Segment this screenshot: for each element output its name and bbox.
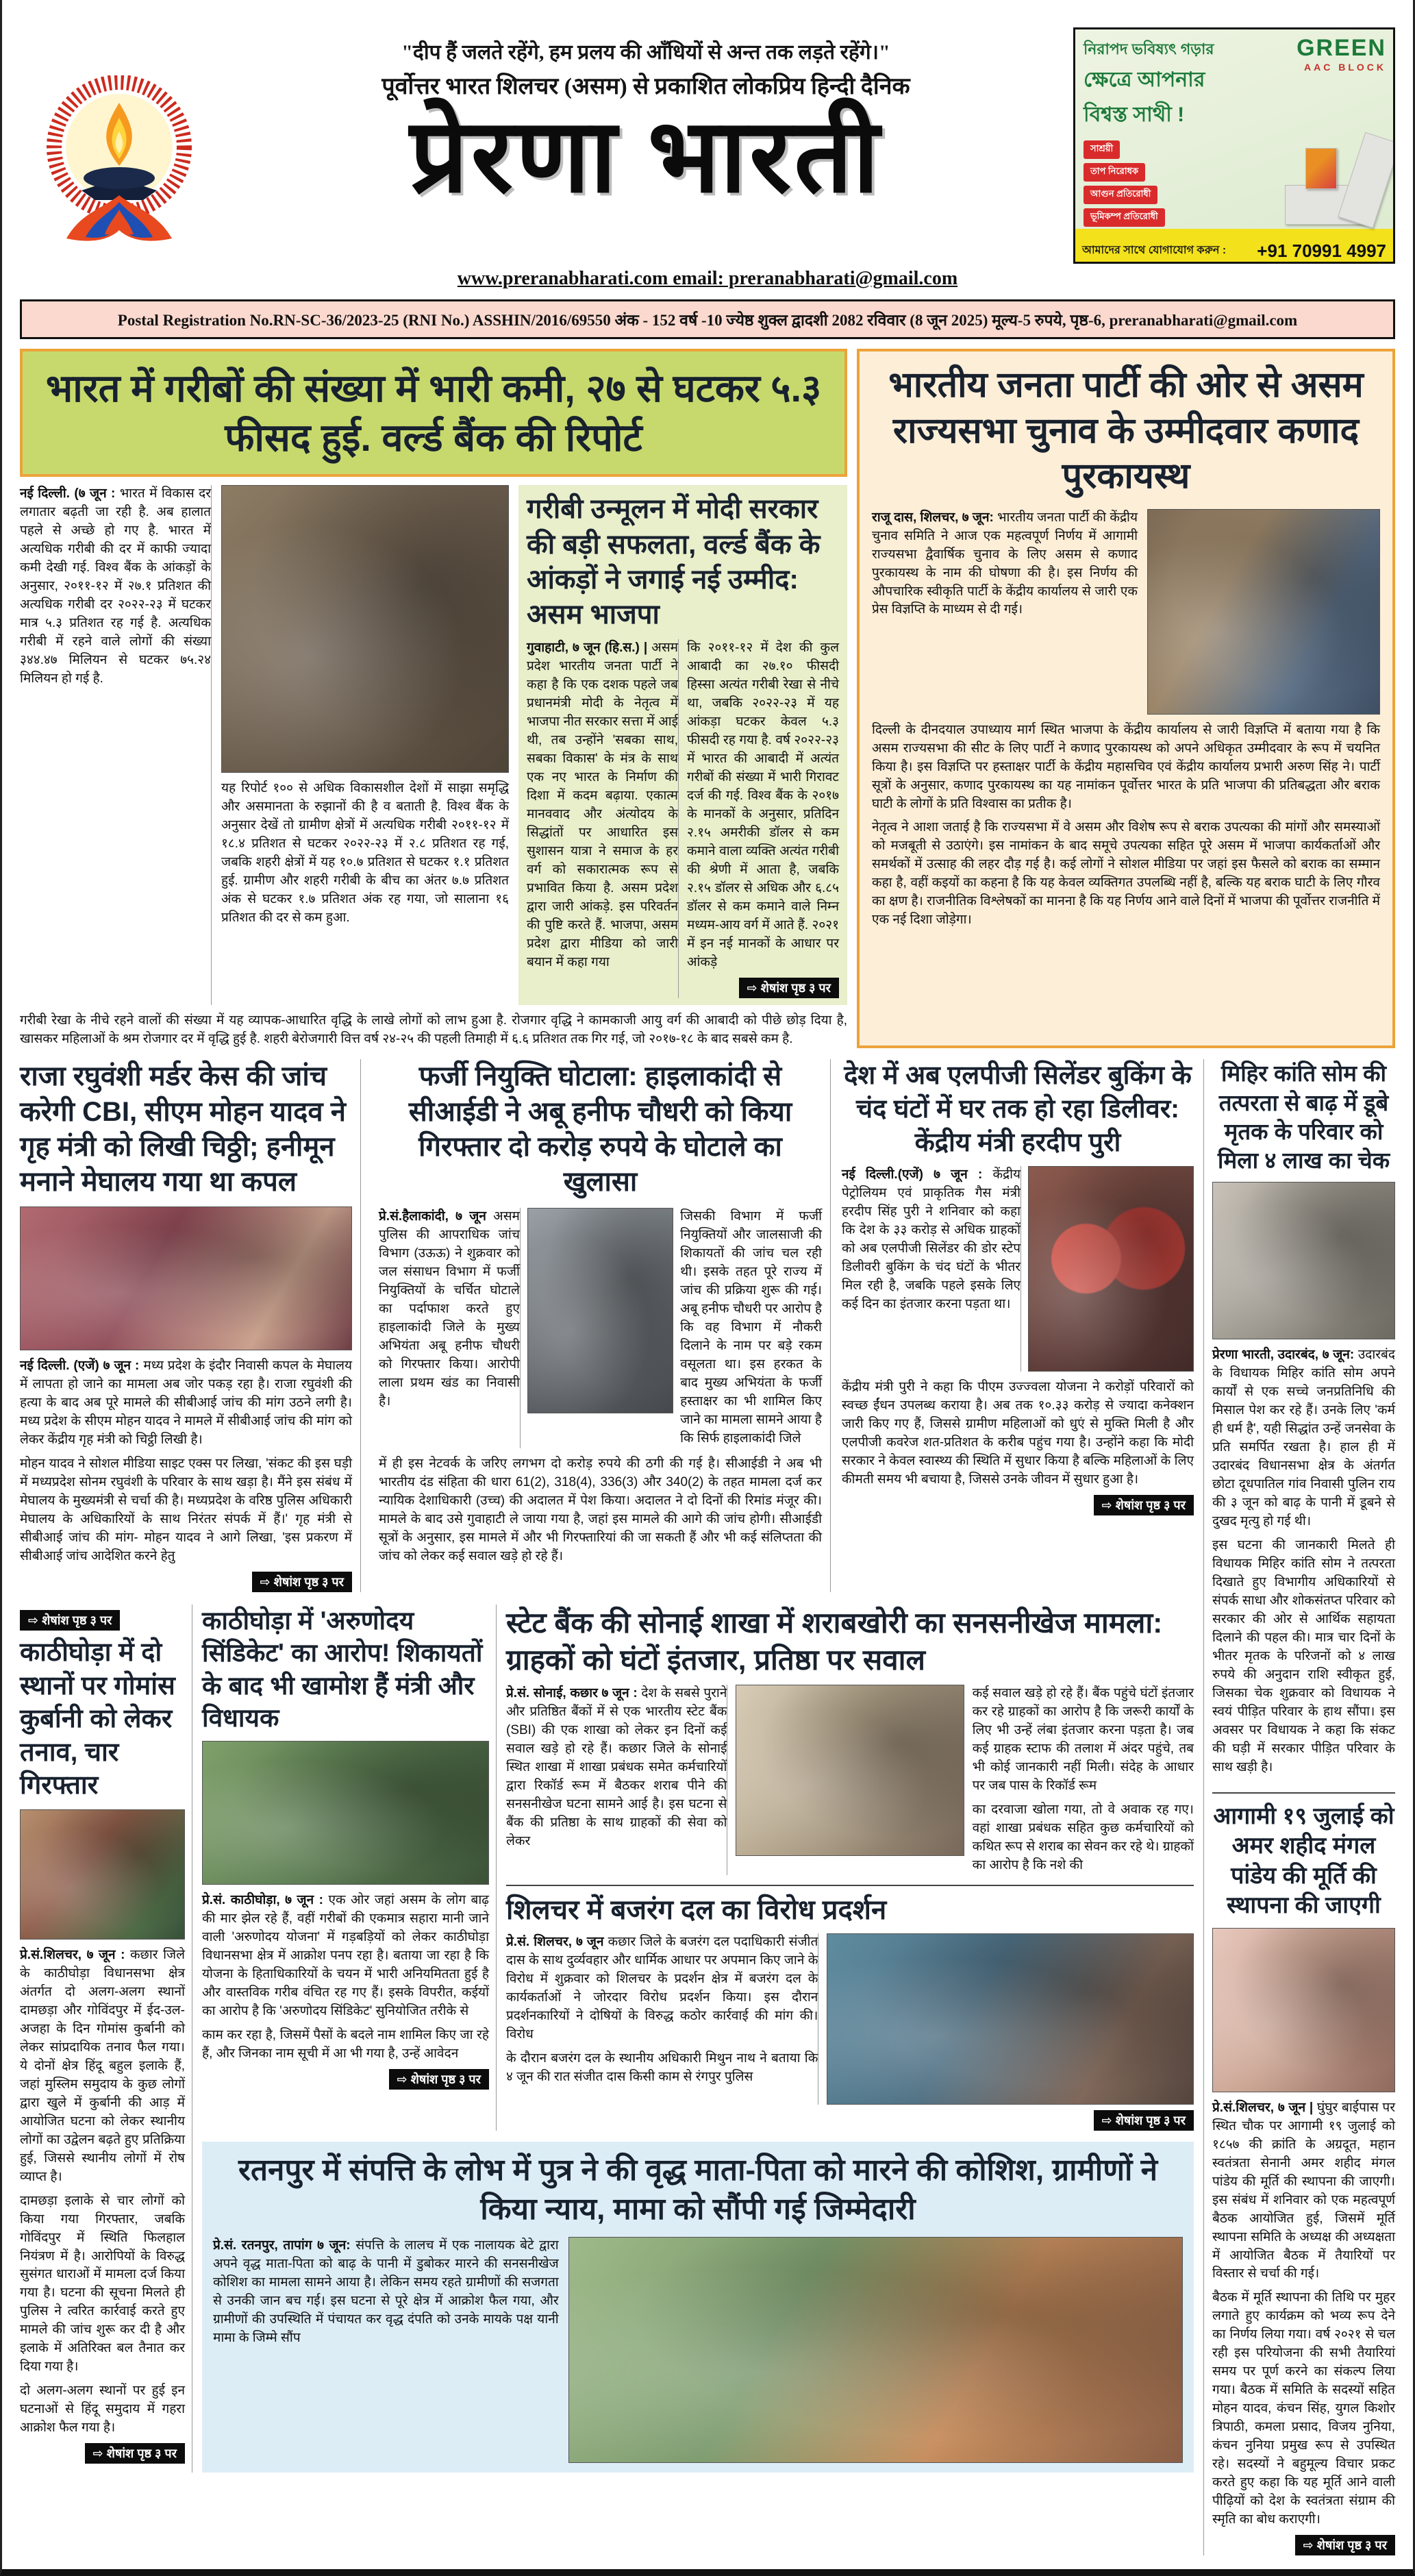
article-text: गरीबी रेखा के नीचे रहने वालों की संख्या में यह व्यापक-आधारित वृद्धि के लाखे लोगों को लाभ हुआ है. रोजगार वृद्धि ने कामकाजी आयु वर्ग की आबादी को पीछे छोड़ दिया है, खासकर महिलाओं के श्रम रोजगार दर में वृद्धि हुई है. शहरी बेरोजगारी वित्त वर्ष २४-२५ की पहली तिमाही में ६.६ प्रतिशत तक गिर गई, जो २०१७-१८ के बाद सबसे कम है.	[20, 1013, 847, 1046]
ad-headline-line3: বিশ্বস্ত সাথী !	[1084, 103, 1185, 126]
sbi-columns	[506, 1685, 1194, 1875]
ad-phone-number: +91 70991 4997	[1257, 240, 1386, 261]
village-panchayat-photo	[568, 2237, 1183, 2463]
article-text: दिल्ली के दीनदयाल उपाध्याय मार्ग स्थित भाजपा के केंद्रीय कार्यालय से जारी विज्ञप्ति में बताया गया है कि असम राज्यसभा की सीट के लिए पार्टी ने कणाद पुरकायस्थ को अपने अधिकृत उम्मीदवार के रूप में चयनित किया है। इस विज्ञप्ति पर हस्ताक्षर पार्टी के केंद्रीय महासचिव एवं केंद्रीय कार्यालय प्रभारी अरुण सिंह ने। पार्टी सूत्रों के अनुसार, कणाद पुरकायस्थ का यह नामांकन पूर्वोत्तर भारत के प्रति भाजपा की प्रतिबद्धता और बराक घाटी के लोगों के प्रति विश्वास का प्रतीक है।	[872, 722, 1380, 811]
bajrang-columns	[506, 1933, 1194, 2105]
article-bajrang-dal-protest	[506, 1885, 1194, 2131]
ad-headline-line1: নিরাপদ ভবিষ্যৎ গড়ার	[1084, 40, 1214, 58]
article-text: भारतीय जनता पार्टी की केंद्रीय चुनाव समिति ने आज एक महत्वपूर्ण निर्णय में आगामी राज्यसभा द्वैवार्षिक चुनाव के लिए असम से कणाद पुरकायस्थ के नाम की घोषणा की है। इस निर्णय की औपचारिक स्वीकृति पार्टी के केंद्रीय कार्यालय से जारी एक प्रेस विज्ञप्ति के माध्यम से दी गई।	[872, 510, 1138, 617]
article-poverty-report	[20, 349, 847, 1048]
article-headline: शिलचर में बजरंग दल का विरोध प्रदर्शन	[506, 1895, 887, 1926]
article-beef-sacrifice-tension	[20, 1605, 192, 2473]
continued-on-page-marker: ⇨ शेषांश पृष्ठ ३ पर	[20, 1610, 120, 1631]
dateline: प्रे.सं. रतनपुर, तापांग ७ जून:	[213, 2238, 351, 2253]
ad-headline-line2: ক্ষেত্রে আপনার	[1084, 69, 1205, 91]
article-text: दो अलग-अलग स्थानों पर हुई इन घटनाओं से हिंदू समुदाय में गहरा आक्रोश फैल गया है।	[20, 2383, 185, 2436]
article-ratanpur-elderly-couple	[202, 2142, 1194, 2473]
masthead-tagline: "दीप हैं जलते रहेंगे, हम प्रलय की आँधियों से अन्त तक लड़ते रहेंगे।"	[401, 41, 890, 64]
text-column	[213, 2237, 559, 2463]
article-headline: रतनपुर में संपत्ति के लोभ में पुत्र ने की वृद्ध माता-पिता को मारने की कोशिश, ग्रामीणों ने किया न्याय, मामा को सौंपी गई जिम्मेदारी	[238, 2153, 1158, 2226]
logo-wrap	[20, 27, 218, 253]
ad-contact-strip	[1075, 229, 1393, 264]
article-text: के दौरान बजरंग दल के स्थानीय अधिकारी मिथुन नाथ ने बताया कि ४ जून की रात संजीत दास किसी काम से रंगपुर पुलिस	[506, 2051, 818, 2085]
text-column	[506, 1933, 818, 2105]
text-column	[842, 1166, 1021, 1372]
masthead	[20, 7, 1395, 264]
dateline: प्रे.सं.शिलचर, ७ जून :	[20, 1948, 125, 1962]
article-text: उदारबंद के विधायक मिहिर कांति सोम अपने कार्यों से एक सच्चे जनप्रतिनिधि की मिसाल पेश कर रहे हैं। उनके लिए 'कर्म ही धर्म है', यही सिद्धांत उन्हें जनसेवा के प्रति समर्पित रखता है। हाल ही में उदारबंद विधानसभा क्षेत्र के अंतर्गत छोटा दूधपातिल गांव निवासी पुलिन राय की ३ जून को बाढ़ के पानी में डूबने से दुखद मृत्यु हो गई थी।	[1212, 1348, 1395, 1529]
article-headline: काठीघोड़ा में दो स्थानों पर गोमांस कुर्बानी को लेकर तनाव, चार गिरफ्तार	[20, 1637, 175, 1800]
aac-block-advertisement	[1073, 27, 1395, 264]
village-temple-photo	[20, 1809, 185, 1940]
ad-contact-label: আমাদের সাথে যোগাযোগ করুন :	[1082, 244, 1227, 256]
couple-photo	[20, 1206, 352, 1350]
ad-brand	[1260, 29, 1393, 73]
article-fake-appointment-scam	[371, 1059, 831, 1592]
article-headline: गरीबी उन्मूलन में मोदी सरकार की बड़ी सफलता, वर्ल्ड बैंक के आंकड़ों ने जगाई नई उम्मीद: असम भाजपा	[527, 494, 821, 630]
ad-product-column	[1260, 29, 1393, 229]
dateline: प्रे.सं.हैलाकांदी, ७ जून	[379, 1209, 486, 1224]
aac-block-graphic	[1338, 132, 1395, 228]
article-mihir-kanti-som-cheque	[1212, 1059, 1395, 1776]
newspaper-logo-icon	[40, 75, 198, 253]
protest-crowd-photo	[202, 1741, 489, 1885]
poverty-article-body	[20, 485, 847, 1004]
continued-on-page-marker: ⇨ शेषांश पृष्ठ ३ पर	[1295, 2535, 1395, 2555]
arrest-scene-photo	[527, 1208, 673, 1413]
article-text: कछार जिले के काठीघोड़ा विधानसभा क्षेत्र अंतर्गत दो अलग-अलग स्थानों दामछड़ा और गोविंदपुर में ईद-उल-अजहा के दिन गोमांस कुर्बानी को लेकर सांप्रदायिक तनाव फैल गया। ये दोनों क्षेत्र हिंदू बहुल इलाके हैं, जहां मुस्लिम समुदाय के कुछ लोगों द्वारा खुले में कुर्बानी की आड़ में आयोजित घटना को लेकर स्थानीय लोगों का उद्वेलन बढ़ते हुए प्रतिक्रिया हुई, जिससे स्थानीय लोगों में रोष व्याप्त है।	[20, 1948, 185, 2184]
article-text: कि २०११-१२ में देश की कुल आबादी का २७.१० फीसदी हिस्सा अत्यंत गरीबी रेखा से नीचे था, जबकि २०२२-२३ में यह आंकड़ा घटकर केवल ५.३ फीसदी रह गया है. वर्ष २०२२-२३ में भारत की आबादी में अत्यंत गरीबों की संख्या में भारी गिरावट दर्ज की गई. विश्व बैंक के २०१७ के मानकों के अनुसार, प्रतिदिन २.१५ अमरीकी डॉलर से कम कमाने वाला व्यक्ति अत्यंत गरीबी की श्रेणी में आता है, जबकि २.१५ डॉलर से अधिक और ६.८५ डॉलर से कम कमाने वाले निम्न मध्यम-आय वर्ग में आते हैं. २०२१ में इन नई मानकों के आधार पर आंकड़े	[687, 641, 839, 969]
article-mangal-pandey-statue	[1212, 1792, 1395, 2555]
dateline: नई दिल्ली. (एजें) ७ जून :	[20, 1359, 140, 1374]
middle-left-area	[20, 1059, 1194, 2555]
text-column	[20, 485, 212, 1004]
bjp-article-body	[872, 509, 1380, 715]
article-text: असम प्रदेश भारतीय जनता पार्टी ने कहा है कि एक दशक पहले जब प्रधानमंत्री मोदी के नेतृत्व में भाजपा नीत सरकार सत्ता में आई थी, तब उन्होंने 'सबका साथ, सबका विकास' के मंत्र के साथ एक नए भारत के निर्माण की दिशा में कदम बढ़ाया. एकात्म मानववाद और अंत्योदय के सिद्धांतों पर आधारित इस सुशासन यात्रा ने समाज के हर वर्ग को सकारात्मक रूप से प्रभावित किया है. असम प्रदेश द्वारा जारी आंकड़े. इस परिवर्तन की पुष्टि करते हैं. भाजपा, असम प्रदेश द्वारा मीडिया को जारी बयान में कहा गया	[527, 641, 679, 969]
bjp-candidate-photo	[1147, 509, 1380, 715]
text-column	[973, 1685, 1194, 1875]
ratanpur-columns	[213, 2237, 1183, 2463]
article-raja-raghuvanshi-cbi	[20, 1059, 361, 1592]
dateline: प्रे.सं. सोनाई, कछार ७ जून :	[506, 1686, 638, 1701]
article-text: काम कर रहा है, जिसमें पैसों के बदले नाम शामिल किए जा रहे हैं, और जिनका नाम सूची में आ भी गया है, उन्हें आवेदन	[202, 2028, 489, 2061]
dateline: प्रे.सं. काठीघोड़ा, ७ जून :	[202, 1893, 323, 1908]
dateline: नई दिल्ली.(एजें) ७ जून :	[842, 1167, 983, 1182]
article-text: मध्य प्रदेश के इंदौर निवासी कपल के मेघालय में लापता हो जाने का मामला अब जोर पकड़ रहा है। राजा रघुवंशी की हत्या के बाद अब पूरे मामले की सीबीआई जांच की मांग उठने लगी है। मध्य प्रदेश के सीएम मोहन यादव ने मामले में सीबीआई जांच की मांग को लेकर केंद्रीय गृह मंत्री को चिट्ठी लिखी है।	[20, 1359, 352, 1448]
article-text: दामछड़ा इलाके से चार लोगों को किया गया गिरफ्तार, जबकि गोविंदपुर में स्थिति फिलहाल नियंत्रण में है। आरोपियों के विरुद्ध सुसंगत धाराओं में मामला दर्ज किया गया है। घटना की सूचना मिलते ही पुलिस ने त्वरित कार्रवाई करते हुए मामले की जांच शुरू कर दी है और इलाके में अतिरिक्त बल तैनात कर दिया गया है।	[20, 2193, 185, 2375]
photo-and-text-column	[221, 485, 509, 1004]
continued-on-page-marker: ⇨ शेषांश पृष्ठ ३ पर	[739, 978, 839, 998]
continued-on-page-marker: ⇨ शेषांश पृष्ठ ३ पर	[389, 2069, 489, 2090]
ad-feature-badge: সাশ্রয়ী	[1084, 140, 1120, 159]
ad-feature-badge: আগুন প্রতিরোধী	[1084, 186, 1157, 204]
bank-branch-photo	[736, 1685, 964, 1856]
article-bjp-rajyasabha-candidate	[857, 349, 1395, 1048]
continued-on-page-marker: ⇨ शेषांश पृष्ठ ३ पर	[1094, 1495, 1194, 1515]
article-text: का दरवाजा खोला गया, तो वे अवाक रह गए। वहां शाखा प्रबंधक सहित कुछ कर्मचारियों को कथित रूप से शराब का सेवन कर रहे थे। ग्राहकों का आरोप है कि नशे की	[972, 1803, 1194, 1873]
article-text: नेतृत्व ने आशा जताई है कि राज्यसभा में वे असम और विशेष रूप से बराक उपत्यका की मांगों और समस्याओं को मजबूती से उठाएंगे। इस नामांकन के बाद समूचे उपत्यका सहित पूरे असम में भाजपा कार्यकर्ताओं और समर्थकों में उत्साह की लहर दौड़ गई है। कई लोगों ने सोशल मीडिया पर जहां इस फैसले को बराक का सम्मान कहा है, वहीं कइयों का कहना है कि यह केवल व्यक्तिगत उपलब्धि नहीं है, बल्कि यह बराक घाटी के लिए गौरव का क्षण है। राजनीतिक विश्लेषकों का मानना है कि यह निर्णय आने वाले दिनों में भाजपा की पूर्वोत्तर राजनीति में एक नई दिशा जोड़ेगा।	[872, 820, 1380, 928]
article-headline: राजा रघुवंशी मर्डर केस की जांच करेगी CBI, सीएम मोहन यादव ने गृह मंत्री को लिखी चिठ्ठी; हनीमून मनाने मेघालय गया था कपल	[20, 1061, 346, 1198]
article-headline: भारत में गरीबों की संख्या में भारी कमी, २७ से घटकर ५.३ फीसद हुई. वर्ल्ड बैंक की रिपोर्ट	[45, 367, 822, 459]
article-text: केंद्रीय मंत्री पुरी ने कहा कि पीएम उज्ज्वला योजना ने करोड़ों परिवारों को स्वच्छ ईंधन उपलब्ध कराया है। अब तक १०.३३ करोड़ से ज्यादा कनेक्शन जारी किए गए हैं, जिससे ग्रामीण महिलाओं को धुएं से मुक्ति मिली है और एलपीजी कवरेज शत-प्रतिशत के करीब पहुंच गया है। उन्होंने कहा कि मोदी सरकार ने केवल स्वास्थ्य की स्थिति में सुधार किया है बल्कि महिलाओं के लिए कीमती समय भी बचाया है, जिससे उनके जीवन में सुधार हुआ है।	[842, 1380, 1194, 1487]
dateline: प्रे.सं.शिलचर, ७ जून |	[1212, 2100, 1314, 2115]
article-sbi-sonai-branch	[506, 1605, 1194, 2131]
masthead-center	[218, 27, 1073, 212]
mid-story-row	[20, 1059, 1194, 1592]
registration-bar: Postal Registration No.RN-SC-36/2023-25 (RNI No.) ASSHIN/2016/69550 अंक - 152 वर्ष -10 ज्येष्ठ शुक्ल द्वादशी 2082 रविवार (8 जून 2025) मूल्य-5 रुपये, पृष्ठ-6, preranabharati@gmail.com	[20, 299, 1395, 339]
lpg-columns	[842, 1166, 1194, 1372]
ad-upper	[1075, 29, 1393, 229]
text-column	[527, 639, 679, 998]
top-stories-zone	[20, 349, 1395, 1048]
lpg-cylinders-photo	[1028, 1166, 1194, 1372]
substory-columns	[527, 639, 839, 998]
article-text: कई सवाल खड़े हो रहे हैं। बैंक पहुंचे घंटों इंतजार कर रहे ग्राहकों का आरोप है कि जरूरी कार्यों के लिए भी उन्हें लंबा इंतजार करना पड़ता है। जब कई ग्राहक स्टाफ की तलाश में अंदर पहुंचे, तब भी कोई जानकारी नहीं मिली। संदेह के आधार पर जब पास के रिकॉर्ड रूम	[972, 1686, 1194, 1794]
lower-story-row	[20, 1605, 1194, 2473]
article-headline: देश में अब एलपीजी सिलेंडर बुकिंग के चंद घंटों में घर तक हो रहा डिलीवर: केंद्रीय मंत्री हरदीप पुरी	[844, 1061, 1192, 1157]
article-text: संपत्ति के लालच में एक नालायक बेटे द्वारा अपने वृद्ध माता-पिता को बाढ़ के पानी में डुबोकर मारने की सनसनीखेज कोशिश का मामला सामने आया है। लेकिन समय रहते ग्रामीणों की सजगता से उनकी जान बच गई। इस घटना से पूरे क्षेत्र में आक्रोश फैल गया, और ग्रामीणों की उपस्थिति में पंचायत कर वृद्ध दंपति को उनके मायके पक्ष यानी मामा के जिम्मे सौंप	[213, 2238, 559, 2345]
ad-feature-badge: তাপ নিরোধক	[1084, 163, 1145, 182]
continued-on-page-marker: ⇨ शेषांश पृष्ठ ३ पर	[1094, 2110, 1194, 2131]
continued-on-page-marker: ⇨ शेषांश पृष्ठ ३ पर	[85, 2443, 185, 2464]
bajrang-protest-photo	[827, 1933, 1194, 2105]
article-headline: आगामी १९ जुलाई को अमर शहीद मंगल पांडेय की मूर्ति की स्थापना की जाएगी	[1213, 1803, 1394, 1919]
article-text: एक ओर जहां असम के लोग बाढ़ की मार झेल रहे हैं, वहीं गरीबों की एकमात्र सहारा मानी जाने वाली 'अरुणोदय योजना' में गड़बड़ियों को लेकर काठीघोड़ा विधानसभा क्षेत्र में आक्रोश पनप रहा है। बताया जा रहा है कि योजना के हिताधिकारियों के चयन में भारी अनियमितता हुई है और वास्तविक गरीब वंचित रह गए हैं। इसके विपरीत, कईयों का आरोप है कि 'अरुणोदय सिंडिकेट' सुनियोजित तरीके से	[202, 1893, 490, 2019]
article-text: इस घटना की जानकारी मिलते ही विधायक मिहिर कांति सोम ने तत्परता दिखाते हुए विभागीय अधिकारियों से संपर्क साधा और शोकसंतप्त परिवार को सरकार की ओर से आर्थिक सहायता दिलाने की पहल की। मात्र चार दिनों के भीतर मृतक के परिजनों को ४ लाख रुपये की अनुदान राशि स्वीकृत हुई, जिसका चेक शुक्रवार को विधायक ने स्वयं पीड़ित परिवार के हाथ सौंपा। इस अवसर पर विधायक ने कहा कि संकट की घड़ी में सरकार पीड़ित परिवार के साथ खड़ी है।	[1212, 1538, 1395, 1774]
article-text: मोहन यादव ने सोशल मीडिया साइट एक्स पर लिखा, 'संकट की इस घड़ी में मध्यप्रदेश सोनम रघुवंशी के परिवार के साथ खड़ा है। मैंने इस संबंध में मेघालय के मुख्यमंत्री से चर्चा की है। मध्यप्रदेश के वरिष्ठ पुलिस अधिकारी मेघालय के अधिकारियों के साथ निरंतर संपर्क में हैं।' गृह मंत्री से सीबीआई जांच की मांग- मोहन यादव ने आगे लिखा, 'इस प्रकरण में सीबीआई जांच आदेशित करने हेतु	[20, 1457, 352, 1563]
article-text: यह रिपोर्ट १०० से अधिक विकासशील देशों में साझा समृद्धि और असमानता के रुझानों की है व बताती है. विश्व बैंक के अनुसार देखें तो ग्रामीण क्षेत्रों में अत्यधिक गरीबी २०११-१२ में १८.४ प्रतिशत से घटकर २०२२-२३ में २.८ प्रतिशत रह गई, जबकि शहरी क्षेत्रों में यह १०.७ प्रतिशत से घटकर १.१ प्रतिशत हुई. ग्रामीण और शहरी गरीबी के बीच का अंतर ७.७ प्रतिशत अंक से घटकर १.७ प्रतिशत अंक रह गया, जो सालाना १६ प्रतिशत की दर से कम हुआ.	[221, 781, 510, 926]
masthead-subtitle: पूर्वोत्तर भारत शिलचर (असम) से प्रकाशित लोकप्रिय हिन्दी दैनिक	[381, 74, 910, 99]
lower-center-row	[202, 1605, 1194, 2131]
article-text: जिसकी विभाग में फर्जी नियुक्तियों और जालसाजी की शिकायतों की जांच चल रही थी। इसके तहत पूरे राज्य में जांच की प्रक्रिया शुरू की गई। अबू हनीफ चौधरी पर आरोप है कि वह विभाग में नौकरी दिलाने के नाम पर बड़े रकम वसूलता था। इस हरकत के बाद मुख्य अभियंता के फर्जी हस्ताक्षर का भी शामिल किए जाने का मामला सामने आया है कि सिर्फ हाइलाकांदी जिले	[680, 1209, 822, 1446]
newspaper-title: प्रेरणा भारती	[410, 100, 882, 214]
continued-on-page-marker: ⇨ शेषांश पृष्ठ ३ पर	[252, 1572, 352, 1592]
article-text: में ही इस नेटवर्क के जरिए लगभग दो करोड़ रुपये की ठगी की गई है। सीआईडी ने अब भी भारतीय दंड संहिता की धारा 61(2), 318(4), 336(3) और 340(2) के तहत मामला दर्ज कर न्यायिक देशाधिकारी (उच्च) की अदालत में पेश किया। अदालत ने दो दिनों की रिमांड मंजूर की। मामले के बाद उसे गुवाहाटी ले जाया गया है, जहां इस मामले की आगे की जांच होगी। सीआईडी सूत्रों के अनुसार, इस मामले में और भी गिरफ्तारियां की जा सकती हैं और भी कई संलिप्तता की जांच को लेकर कई सवाल खड़े हो रहे हैं।	[379, 1456, 822, 1563]
website-email-line: www.preranabharati.com email: preranabharati@gmail.com	[457, 268, 958, 289]
poverty-children-photo	[221, 485, 509, 773]
article-text: घुंघुर बाईपास पर स्थित चौक पर आगामी १९ जुलाई को १८५७ की क्रांति के अग्रदूत, महान स्वतंत्रता सेनानी अमर शहीद मंगल पांडेय की मूर्ति की स्थापना की जाएगी। इस संबंध में शनिवार को एक महत्वपूर्ण बैठक आयोजित हुई, जिसमें मूर्ति स्थापना समिति के अध्यक्ष की अध्यक्षता में आयोजित बैठक में तैयारियों पर विस्तार से चर्चा की गई।	[1212, 2100, 1395, 2281]
lower-center-area	[202, 1605, 1194, 2473]
article-text: भारत में विकास दर लगातार बढ़ती जा रही है. अब हालात पहले से अच्छे हो गए है. भारत में अत्यधिक गरीबी की दर में काफी ज्यादा कमी देखी गई. विश्व बैंक के आंकड़ों के अनुसार, २०११-१२ में २७.१ प्रतिशत की अत्यधिक गरीबी दर २०२२-२३ में घटकर मात्र ५.३ प्रतिशत रह गई है. अत्यधिक गरीबी में रहने वाले लोगों की संख्या ३४४.४७ मिलियन से घटकर ७५.२४ मिलियन हो गई है.	[20, 486, 212, 686]
bond-bag-graphic	[1305, 148, 1337, 189]
dateline: राजू दास, शिलचर, ७ जून:	[872, 510, 994, 525]
meeting-hall-photo	[1212, 1928, 1395, 2092]
text-column	[379, 1208, 521, 1448]
ad-text-column	[1075, 29, 1260, 229]
article-text: देश के सबसे पुराने और प्रतिष्ठित बैंकों में से एक भारतीय स्टेट बैंक (SBI) की एक शाखा को लेकर इन दिनों कई सवाल खड़े हो रहे हैं। कछार जिले के सोनाई स्थित शाखा में शाखा प्रबंधक समेत कर्मचारियों द्वारा रिकॉर्ड रूम में बैठकर शराब पीने की सनसनीखेज घटना सामने आई है। इस घटना से बैंक की प्रतिष्ठा के साथ ग्राहकों की सेवा को लेकर	[506, 1686, 727, 1849]
middle-lower-zone	[20, 1059, 1395, 2555]
article-text: असम पुलिस की आपराधिक जांच विभाग (उऊऊ) ने शुक्रवार को जल संसाधन विभाग में फर्जी नियुक्तियों के चर्चित घोटाले का पर्दाफाश करते हुए हाइलाकांदी जिले के मुख्य अभियंता अबू हनीफ चौधरी को गिरफ्तार किया। आरोपी लाला प्रथम खंड का निवासी है।	[379, 1209, 520, 1409]
article-lpg-delivery	[840, 1059, 1194, 1592]
article-headline: काठीघोड़ा में 'अरुणोदय सिंडिकेट' का आरोप! शिकायतों के बाद भी खामोश हैं मंत्री और विधायक	[202, 1606, 483, 1732]
text-column	[687, 639, 839, 998]
dateline: गुवाहाटी, ७ जून (हि.स.) |	[527, 641, 648, 656]
article-bjp-poverty-reaction	[518, 485, 847, 1004]
article-text: कछार जिले के बजरंग दल पदाधिकारी संजीत दास के साथ दुर्व्यवहार और धार्मिक आधार पर अपमान किए जाने के विरोध में शुक्रवार को शिलचर के प्रदर्शन क्षेत्र में बजरंग दल के कार्यकर्ताओं ने जोरदार विरोध प्रदर्शन किया। इस दौरान प्रदर्शनकारियों ने दोषियों के विरुद्ध कठोर कार्रवाई की मांग की। विरोध	[506, 1935, 818, 2042]
article-headline: फर्जी नियुक्ति घोटाला: हाइलाकांदी से सीआईडी ने अबू हनीफ चौधरी को किया गिरफ्तार दो करोड़ रुपये के घोटाले का खुलासा	[408, 1061, 792, 1198]
dateline: प्रेरणा भारती, उदारबंद, ७ जून:	[1212, 1348, 1355, 1363]
dateline: प्रे.सं. शिलचर, ७ जून	[506, 1935, 604, 1950]
text-column	[506, 1685, 727, 1875]
dateline: नई दिल्ली. (७ जून :	[20, 486, 116, 501]
article-text: बैठक में मूर्ति स्थापना की तिथि पर मुहर लगाते हुए कार्यक्रम को भव्य रूप देने का निर्णय लिया गया। वर्ष २०२१ से चल रही इस परियोजना की सभी तैयारियां समय पर पूर्ण करने का संकल्प लिया गया। बैठक में समिति के सदस्यों सहित मोहन यादव, कंचन सिंह, युगल किशोर त्रिपाठी, कमला प्रसाद, विजय नुनिया, कंचन नुनिया प्रमुख रूप से उपस्थित रहे। सदस्यों ने बहुमूल्य विचार प्रकट करते हुए कहा कि यह मूर्ति आने वाली पीढ़ियों को देश के स्वतंत्रता संग्राम की स्मृति का बोध कराएगी।	[1212, 2290, 1395, 2527]
farji-columns	[379, 1208, 822, 1448]
ad-brand-name: GREEN	[1297, 35, 1386, 61]
article-headline: भारतीय जनता पार्टी की ओर से असम राज्यसभा चुनाव के उम्मीदवार कणाद पुरकायस्थ	[888, 365, 1364, 497]
article-text: केंद्रीय पेट्रोलियम एवं प्राकृतिक गैस मंत्री हरदीप सिंह पुरी ने शनिवार को कहा कि देश के ३३ करोड़ से अधिक ग्राहकों को अब एलपीजी सिलेंडर की डोर स्टेप डिलीवरी बुकिंग के चंद घंटों के भीतर मिल रही है, जबकि पहले इसके लिए कई दिन का इंतजार करना पड़ता था।	[842, 1167, 1021, 1312]
text-column	[680, 1208, 822, 1448]
article-arunoday-syndicate	[202, 1605, 497, 2131]
article-headline: मिहिर कांति सोम की तत्परता से बाढ़ में डूबे मृतक के परिवार को मिला ४ लाख का चेक	[1217, 1061, 1390, 1174]
right-rail	[1203, 1059, 1395, 2555]
article-headline: स्टेट बैंक की सोनाई शाखा में शराबखोरी का सनसनीखेज मामला: ग्राहकों को घंटों इंतजार, प्रतिष्ठा पर सवाल	[506, 1606, 1163, 1676]
ad-product-blocks-image	[1285, 122, 1388, 225]
ad-brand-subname: AAC BLOCK	[1303, 62, 1386, 73]
cheque-handover-photo	[1212, 1182, 1395, 1339]
poverty-headline-box	[20, 349, 847, 477]
ad-feature-badge: ভূমিকম্প প্রতিরোধী	[1084, 208, 1165, 227]
